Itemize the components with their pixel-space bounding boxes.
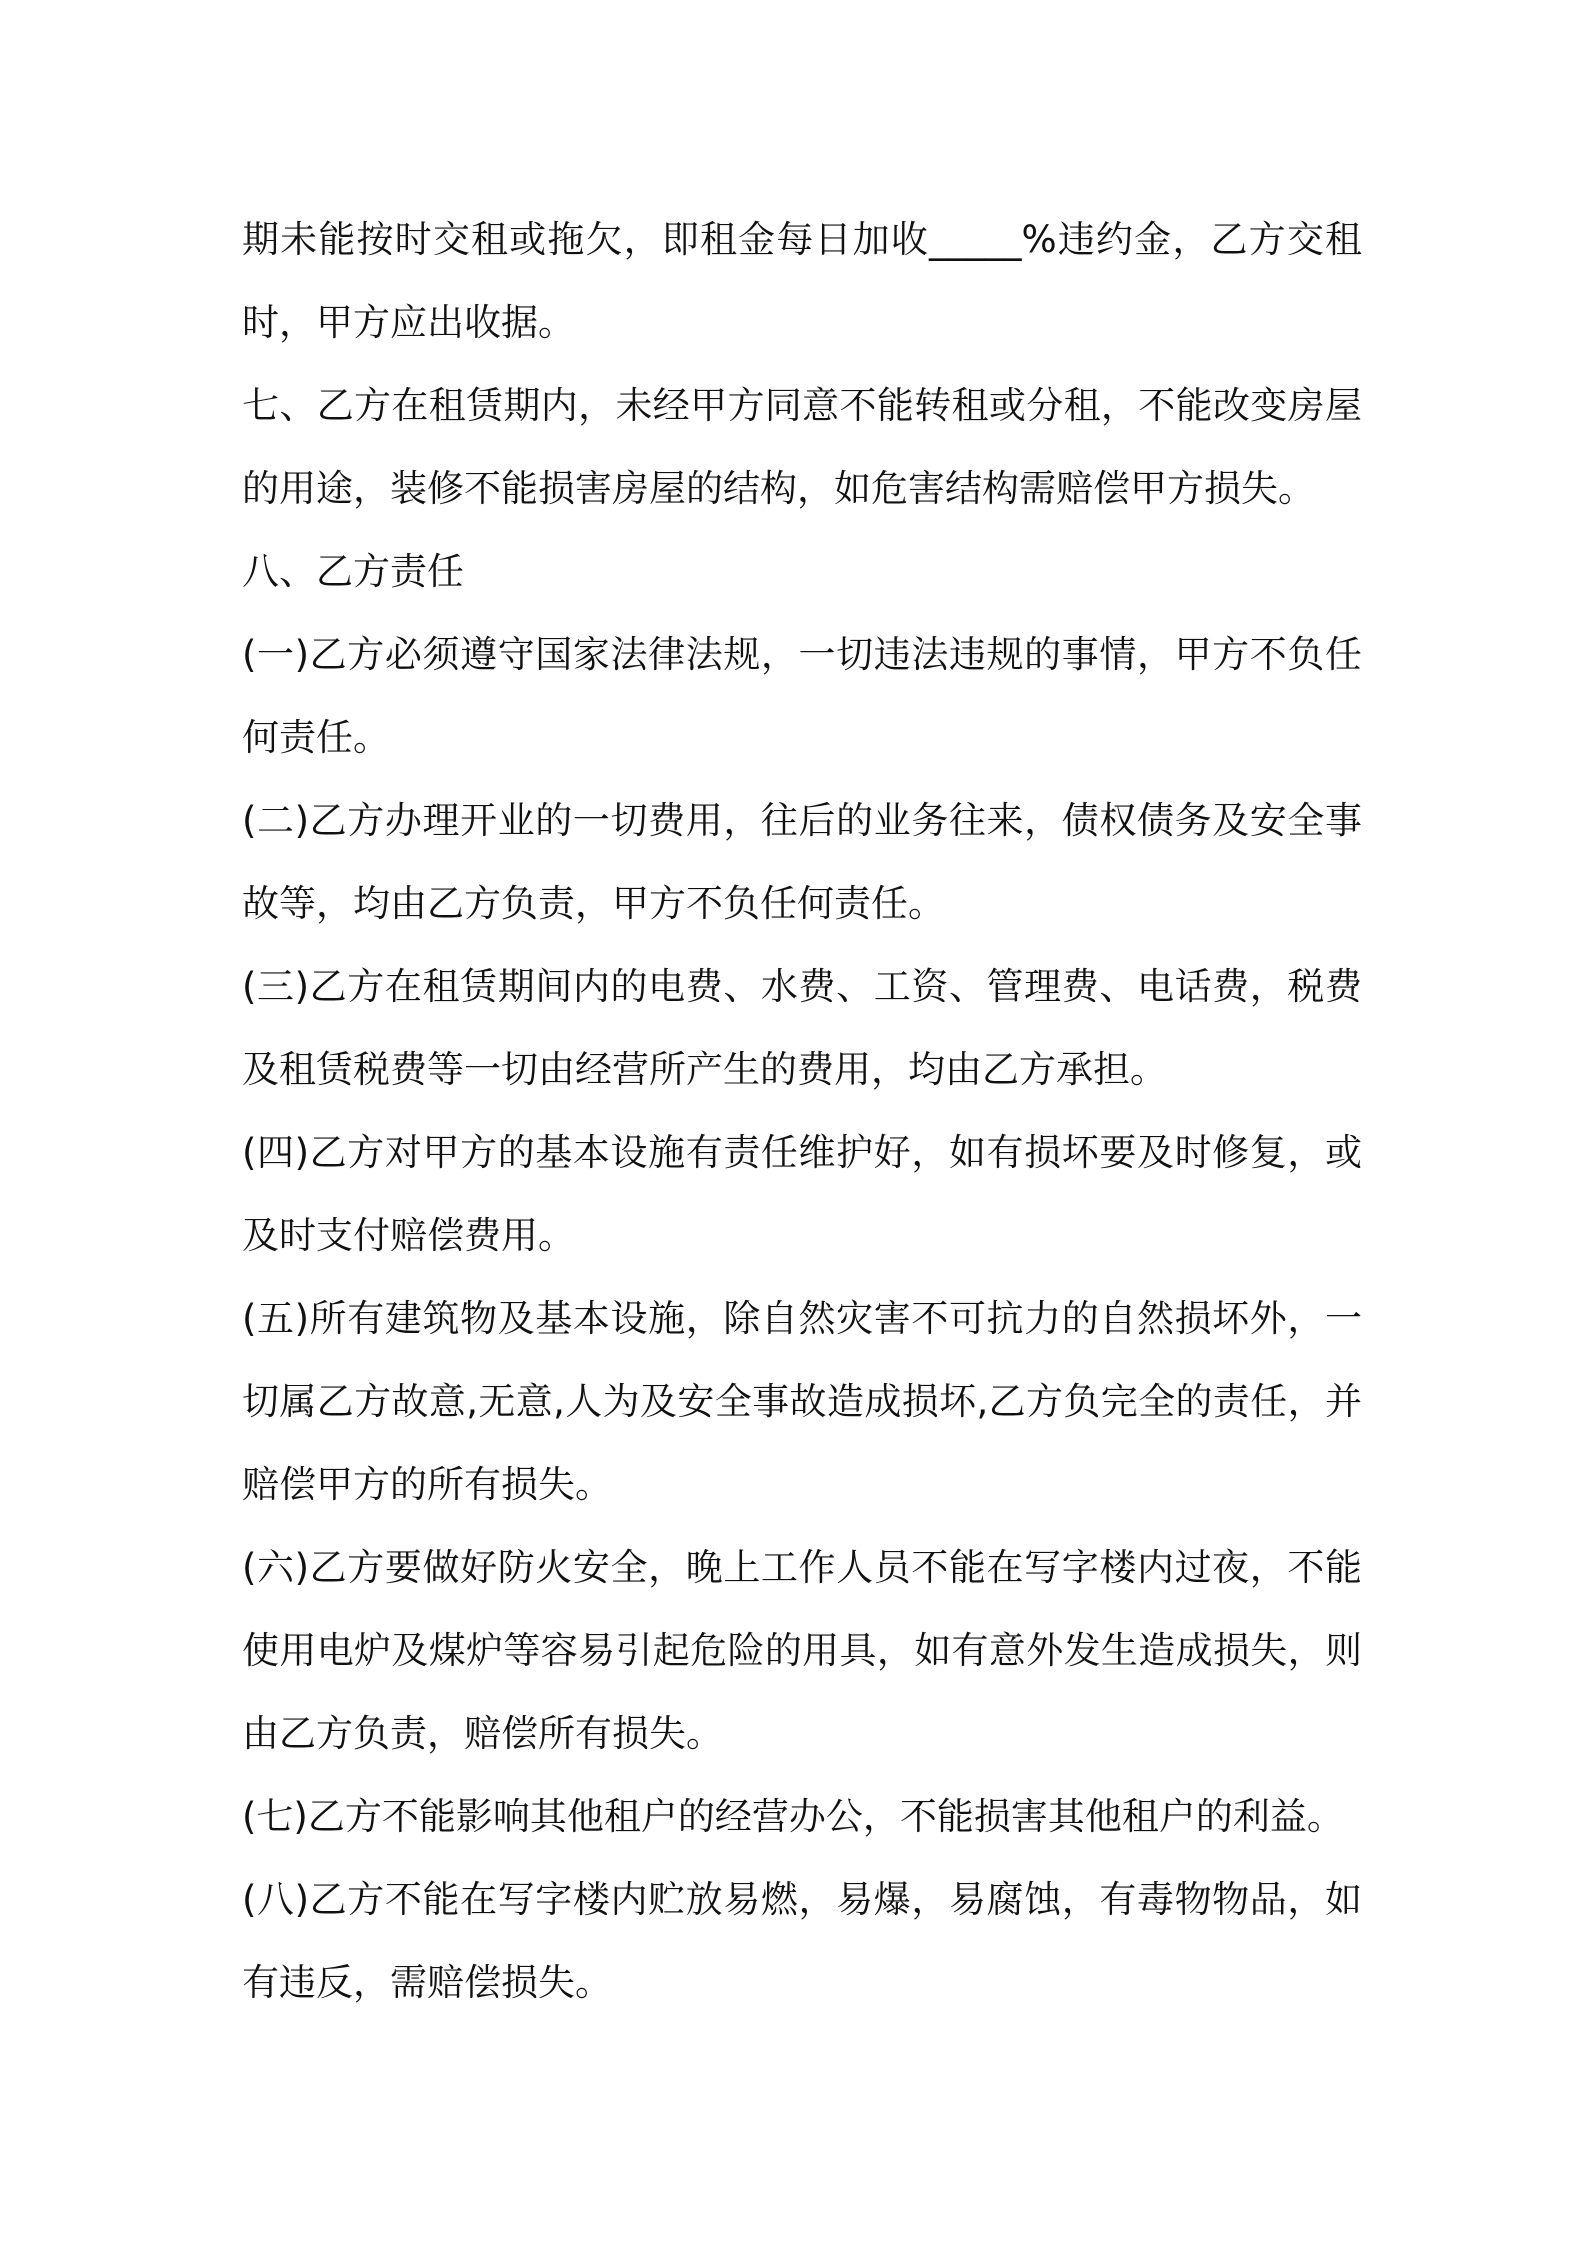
paragraph-clause-8-1: (一)乙方必须遵守国家法律法规，一切违法违规的事情，甲方不负任何责任。 (242, 633, 1362, 759)
paragraph-clause-8-4: (四)乙方对甲方的基本设施有责任维护好，如有损坏要及时修复，或及时支付赔偿费用。 (242, 1131, 1362, 1257)
paragraph-clause-8-2: (二)乙方办理开业的一切费用，往后的业务往来，债权债务及安全事故等，均由乙方负责，甲方不负任何责任。 (242, 799, 1362, 925)
paragraph-clause-8-8: (八)乙方不能在写字楼内贮放易燃，易爆，易腐蚀，有毒物物品，如有违反，需赔偿损失。 (242, 1878, 1362, 2004)
paragraph-late-rent: 期未能按时交租或拖欠，即租金每日加收_____%违约金，乙方交租时，甲方应出收据。 (242, 218, 1362, 344)
paragraph-clause-8-5: (五)所有建筑物及基本设施，除自然灾害不可抗力的自然损坏外，一切属乙方故意,无意,人为及安全事故造成损坏,乙方负完全的责任，并赔偿甲方的所有损失。 (242, 1297, 1362, 1506)
paragraph-clause-8-6: (六)乙方要做好防火安全，晚上工作人员不能在写字楼内过夜，不能使用电炉及煤炉等容易引起危险的用具，如有意外发生造成损失，则由乙方负责，赔偿所有损失。 (242, 1546, 1362, 1755)
paragraph-clause-8-7: (七)乙方不能影响其他租户的经营办公，不能损害其他租户的利益。 (242, 1795, 1344, 1838)
paragraph-clause-8-3: (三)乙方在租赁期间内的电费、水费、工资、管理费、电话费，税费及租赁税费等一切由经营所产生的费用，均由乙方承担。 (242, 965, 1362, 1091)
section-heading-clause-8: 八、乙方责任 (242, 550, 464, 593)
document-body (242, 198, 1362, 2024)
paragraph-clause-7: 七、乙方在租赁期内，未经甲方同意不能转租或分租，不能改变房屋的用途，装修不能损害房屋的结构，如危害结构需赔偿甲方损失。 (242, 384, 1362, 510)
